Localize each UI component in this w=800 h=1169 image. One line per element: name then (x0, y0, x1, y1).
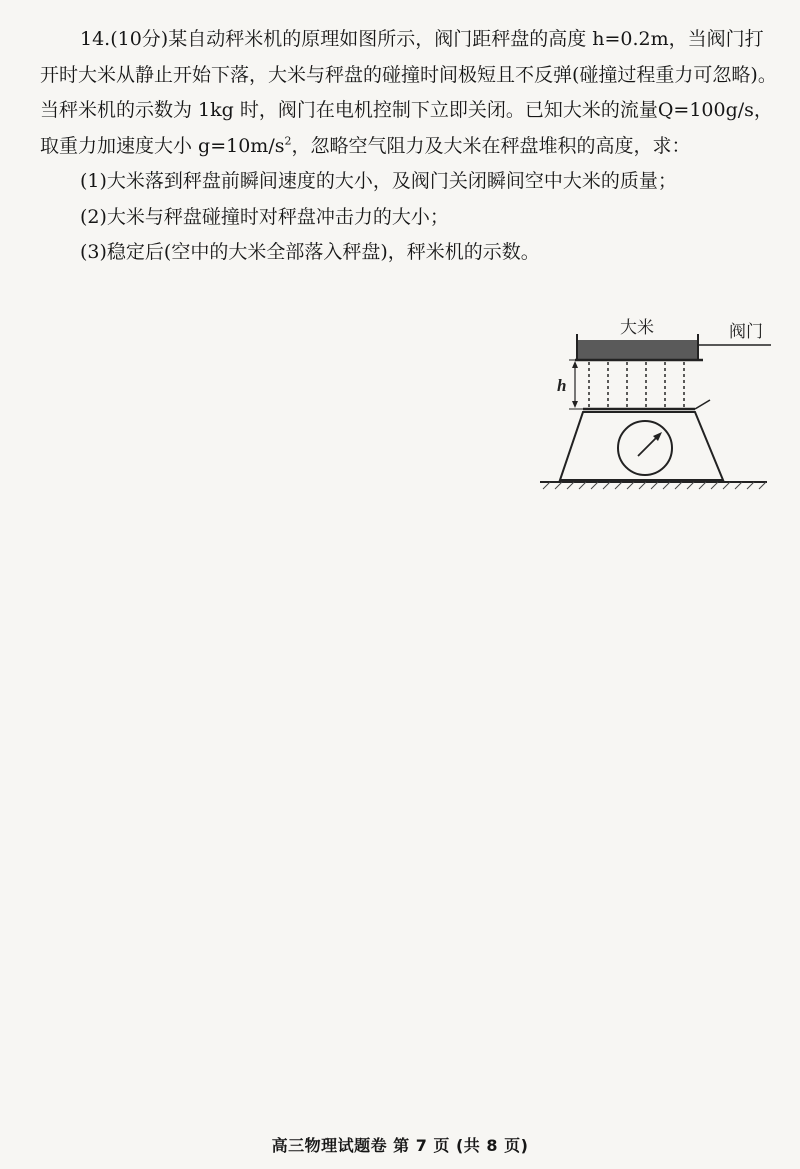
sub-question-1: (1)大米落到秤盘前瞬间速度的大小，及阀门关闭瞬间空中大米的质量； (80, 170, 677, 192)
question-stem (40, 22, 778, 164)
height-arrow-up (572, 361, 578, 368)
sub-question-2: (2)大米与秤盘碰撞时对秤盘冲击力的大小； (80, 205, 449, 228)
height-label: h (557, 376, 567, 395)
rice-mass (578, 340, 697, 360)
pan-edge (695, 400, 710, 409)
question-stem-text: 14.(10分)某自动秤米机的原理如图所示，阀门距秤盘的高度 h=0.2m，当阀门打开时大米从静止开始下落，大米与秤盘的碰撞时间极短且不反弹(碰撞过程重力可忽略)。当秤米机的示数为 1kg 时，阀门在电机控制下立即关闭。已知大米的流量Q=100g/s，取重力加速度大小 g=10m/s (40, 28, 777, 157)
question-stem-tail: ，忽略空气阻力及大米在秤盘堆积的高度，求： (291, 134, 691, 157)
falling-rice-streams (589, 362, 684, 409)
rice-scale-diagram (535, 312, 775, 502)
sub-question-3: (3)稳定后(空中的大米全部落入秤盘)，秤米机的示数。 (80, 241, 540, 263)
rice-scale-figure (535, 312, 775, 502)
question-14 (40, 22, 778, 271)
ground-hatching (543, 482, 766, 489)
page-footer: 高三物理试题卷 第 7 页 (共 8 页) (271, 1136, 529, 1155)
rice-label: 大米 (620, 318, 654, 338)
exponent: 2 (284, 134, 292, 148)
height-arrow-down (572, 401, 578, 408)
valve-label: 阀门 (729, 322, 763, 342)
